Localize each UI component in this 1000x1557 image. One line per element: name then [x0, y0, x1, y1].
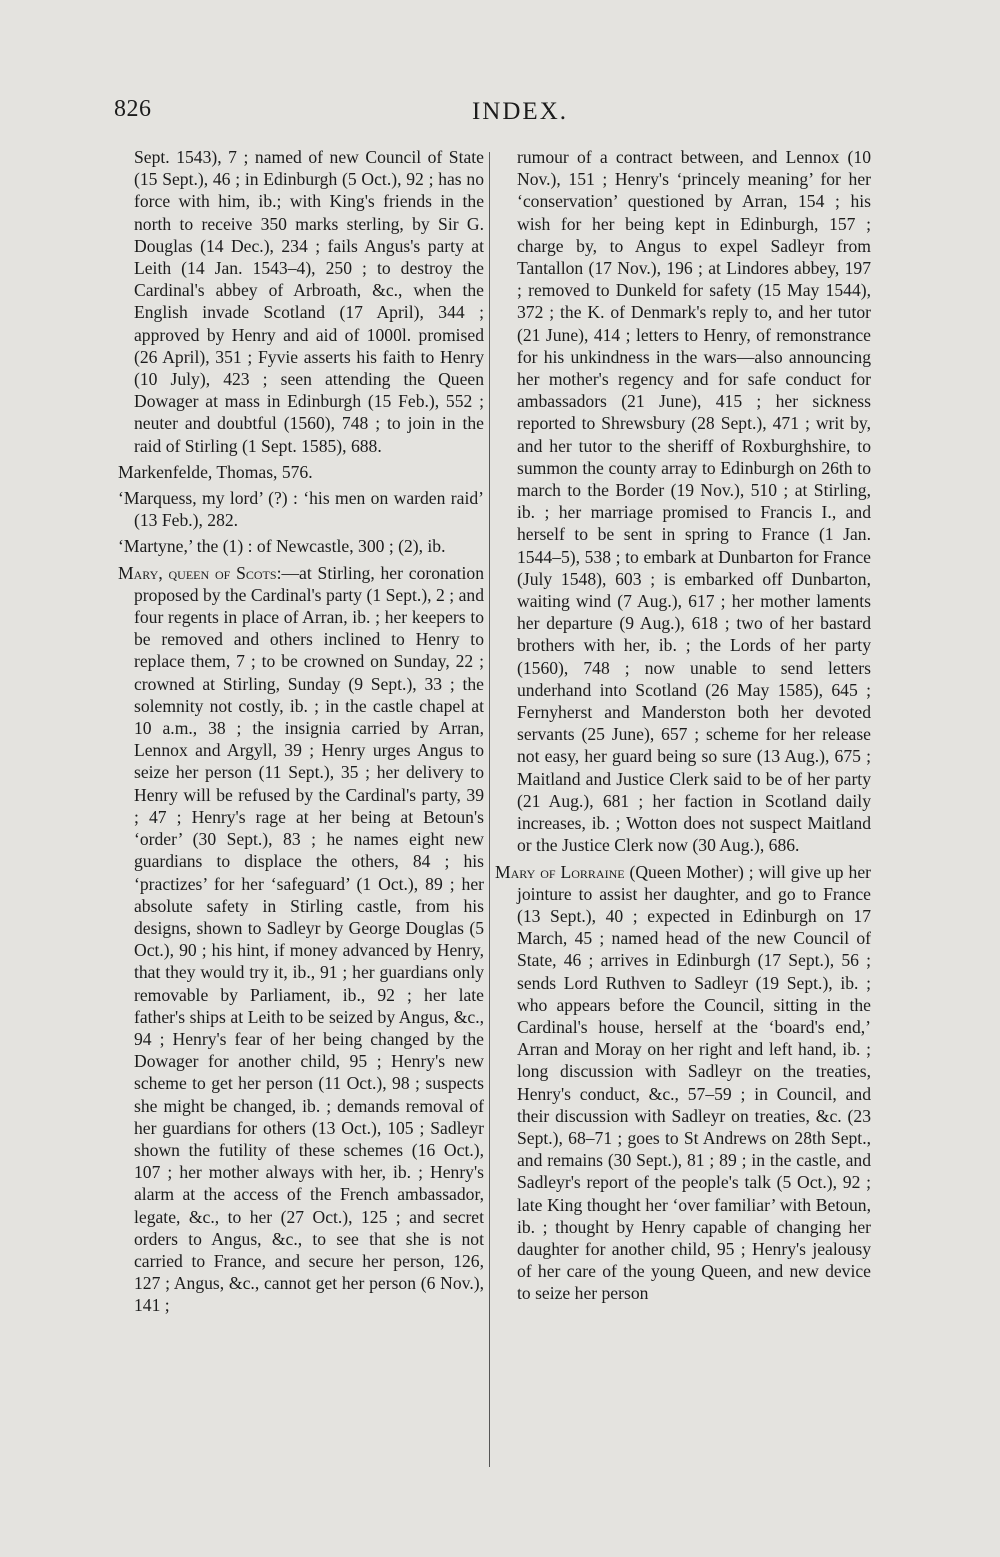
index-entry: Markenfelde, Thomas, 576.	[118, 461, 313, 482]
index-entry-continuation: Sept. 1543), 7 ; named of new Council of State (15 Sept.), 46 ; in Edinburgh (5 Oct.), 92 ; has no force with him, ib.; with King's friends in the north to receive 350 marks sterling, by Sir G. Douglas (14 Dec.), 234 ; fails Angus's party at Leith (14 Jan. 1543–4), 250 ; to destroy the Cardinal's abbey of Arbroath, &c., when the English invade Scotland (17 April), 344 ; approved by Henry and aid of 1000l. promised (26 April), 351 ; Fyvie asserts his faith to Henry (10 July), 423 ; seen attending the Queen Dowager at mass in Edinburgh (15 Feb.), 552 ; neuter and doubtful (1560), 748 ; to join in the raid of Stirling (1 Sept. 1585), 688.	[134, 147, 484, 456]
running-head: INDEX.	[471, 98, 568, 125]
column-rule	[489, 152, 490, 1467]
index-entry-mary-queen-of-scots: Mary, queen of Scots:—at Stirling, her coronation proposed by the Cardinal's party (1 Sept.), 2 ; and four regents in place of Arran, ib. ; her keepers to be removed and others inclined to Henry to replace them, 7 ; to be crowned on Sunday, 22 ; crowned at Stirling, Sunday (9 Sept.), 33 ; the solemnity not costly, ib. ; in the castle chapel at 10 a.m., 38 ; the insignia carried by Arran, Lennox and Argyll, 39 ; Henry urges Angus to seize her person (11 Sept.), 35 ; her delivery to Henry will be refused by the Cardinal's party, 39 ; 47 ; Henry's rage at her being at Betoun's ‘order’ (30 Sept.), 83 ; he names eight new guardians to displace the others, 84 ; his ‘practizes’ for her ‘safeguard’ (1 Oct.), 89 ; her absolute safety in Stirling castle, from his designs, shown to Sadleyr by George Douglas (5 Oct.), 90 ; his hint, if money advanced by Henry, that they would try it, ib., 91 ; her guardians only removable by Parliament, ib., 92 ; her late father's ships at Leith to be seized by Angus, &c., 94 ; Henry's fear of her being changed by the Dowager for another child, 95 ; Henry's new scheme to get her person (11 Oct.), 98 ; suspects she might be changed, ib. ; demands removal of her guardians for others (13 Oct.), 105 ; Sadleyr shown the futility of these schemes (16 Oct.), 107 ; her mother always with her, ib. ; Henry's alarm at the access of the French ambassador, legate, &c., to her (27 Oct.), 125 ; and secret orders to Angus, &c., to see that she is not carried to France, and secure her person, 126, 127 ; Angus, &c., cannot get her person (6 Nov.), 141 ;	[118, 562, 485, 1316]
page-number: 826	[114, 96, 152, 122]
index-entry: ‘Marquess, my lord’ (?) : ‘his men on warden raid’ (13 Feb.), 282.	[118, 488, 484, 531]
entry-heading: Mary, queen of Scots	[118, 562, 277, 583]
index-entry-mary-of-lorraine: Mary of Lorraine (Queen Mother) ; will give up her jointure to assist her daughter, and go to France (13 Sept.), 40 ; expected in Edinburgh on 17 March, 45 ; named head of the new Council of State, 46 ; arrives in Edinburgh (17 Sept.), 56 ; sends Lord Ruthven to Sadleyr (19 Sept.), ib. ; who appears before the Council, sitting in the Cardinal's house, herself at the ‘board's end,’ Arran and Moray on her right and left hand, ib. ; long discussion with Sadleyr on the treaties, Henry's conduct, &c., 57–59 ; in Council, and their discussion with Sadleyr on treaties, &c. (23 Sept.), 68–71 ; goes to St Andrews on 28th Sept., and remains (30 Sept.), 81 ; 89 ; in the castle, and Sadleyr's report of the people's talk (5 Oct.), 92 ; late King thought her ‘over familiar’ with Betoun, ib. ; thought by Henry capable of changing her daughter for another child, 95 ; Henry's jealousy of her care of the young Queen, and new device to seize her person	[495, 861, 871, 1304]
right-column	[495, 146, 871, 1309]
index-entry: ‘Martyne,’ the (1) : of Newcastle, 300 ; (2), ib.	[118, 536, 446, 557]
left-column	[118, 146, 484, 1321]
index-entry-continuation: rumour of a contract between, and Lennox (10 Nov.), 151 ; Henry's ‘princely meaning’ for her ‘conservation’ questioned by Arran, 154 ; his wish for her being kept in Edinburgh, 157 ; charge by, to Angus to expel Sadleyr from Tantallon (17 Nov.), 196 ; at Lindores abbey, 197 ; removed to Dunkeld for safety (15 May 1544), 372 ; the K. of Denmark's reply to, and her tutor (21 June), 414 ; letters to Henry, of remonstrance for his unkindness in the wars—also announcing her mother's regency and for safe conduct for ambassadors (21 June), 415 ; her sickness reported to Shrewsbury (28 Sept.), 471 ; writ by, and her tutor to the sheriff of Roxburghshire, to summon the county array to Edinburgh on 26th to march to the Border (19 Nov.), 510 ; at Stirling, ib. ; her marriage promised to Francis I., and herself to be sent in spring to France (1 Jan. 1544–5), 538 ; to embark at Dunbarton for France (July 1548), 603 ; is embarked off Dunbarton, waiting wind (7 Aug.), 617 ; her mother laments her departure (9 Aug.), 618 ; two of her bastard brothers with her, ib. ; the Lords of her party (1560), 748 ; now unable to send letters underhand into Scotland (26 May 1585), 645 ; Fernyherst and Manderston both her devoted servants (25 June), 657 ; scheme for her release not easy, her guard being so sure (13 Aug.), 675 ; Maitland and Justice Clerk said to be of her party (21 Aug.), 681 ; her faction in Scotland daily increases, ib. ; Wotton does not suspect Maitland or the Justice Clerk now (30 Aug.), 686.	[517, 147, 871, 856]
entry-heading: Mary of Lorraine	[495, 861, 625, 882]
